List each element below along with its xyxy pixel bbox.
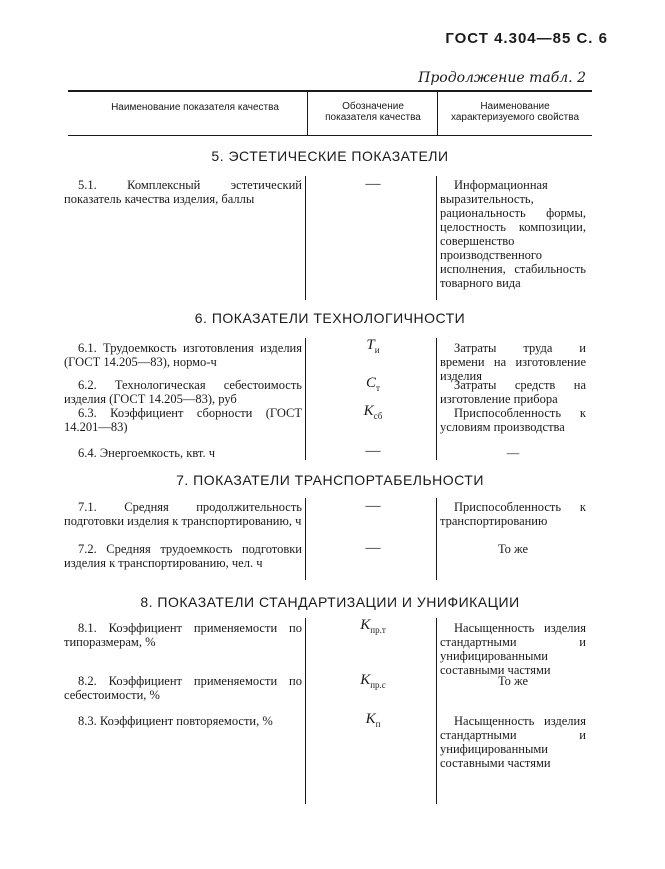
indicator-symbol: $T_и$	[366, 337, 380, 355]
indicator-property: То же	[497, 674, 529, 688]
indicator-name: 5.1. Комплексный эстетический показатель качества изделия, баллы	[64, 178, 302, 206]
header-col-symbol: Обозначение показателя качества	[325, 101, 421, 123]
header-bottom-rule	[68, 135, 592, 136]
indicator-symbol: $C_т$	[366, 375, 380, 393]
indicator-property: Приспособленность к условиям производства	[440, 406, 586, 434]
column-divider	[436, 338, 437, 460]
indicator-property: То же	[497, 542, 529, 556]
header-divider-right	[437, 92, 438, 135]
indicator-symbol: $K_п$	[365, 711, 381, 729]
indicator-property: Насыщенность изделия стандартными и унифицированными составными частями	[440, 714, 586, 770]
indicator-property: Насыщенность изделия стандартными и унифицированными составными частями	[440, 621, 586, 677]
indicator-property: —	[506, 446, 520, 460]
column-divider	[305, 618, 306, 804]
header-col-name: Наименование показателя качества	[111, 102, 279, 113]
indicator-symbol: —	[365, 443, 381, 459]
indicator-property: Затраты средств на изготовление прибора	[440, 378, 586, 406]
indicator-property: Информационная выразительность, рациональность формы, целостность композиции, совершенство производственного исполнения, стабильность товарного вида	[440, 178, 586, 290]
indicator-symbol: $K_{пр.с}$	[360, 672, 386, 690]
indicator-name: 8.1. Коэффициент применяемости по типоразмерам, %	[64, 621, 302, 649]
indicator-name: 6.4. Энергоемкость, квт. ч	[78, 446, 215, 460]
column-divider	[305, 176, 306, 300]
indicator-symbol: —	[365, 176, 381, 192]
table-continuation-label: Продолжение табл. 2	[418, 70, 586, 86]
indicator-name: 8.3. Коэффициент повторяемости, %	[78, 714, 273, 728]
indicator-symbol: —	[365, 540, 381, 556]
column-divider	[436, 618, 437, 804]
table-top-rule	[68, 90, 592, 92]
section-title: 7. ПОКАЗАТЕЛИ ТРАНСПОРТАБЕЛЬНОСТИ	[176, 472, 484, 488]
page-reference: ГОСТ 4.304—85 С. 6	[445, 30, 608, 47]
indicator-symbol: $K_{пр.т}$	[360, 617, 386, 635]
indicator-property: Приспособленность к транспортированию	[440, 500, 586, 528]
indicator-name: 7.1. Средняя продолжительность подготовки изделия к транспортированию, ч	[64, 500, 302, 528]
indicator-name: 6.2. Технологическая себестоимость изделия (ГОСТ 14.205—83), руб	[64, 378, 302, 406]
section-title: 6. ПОКАЗАТЕЛИ ТЕХНОЛОГИЧНОСТИ	[194, 310, 466, 326]
header-divider-left	[307, 92, 308, 135]
indicator-symbol: $K_{сб}$	[363, 403, 383, 421]
section-title: 5. ЭСТЕТИЧЕСКИЕ ПОКАЗАТЕЛИ	[211, 148, 449, 164]
column-divider	[305, 498, 306, 580]
section-title: 8. ПОКАЗАТЕЛИ СТАНДАРТИЗАЦИИ И УНИФИКАЦИИ	[140, 594, 520, 610]
column-divider	[436, 498, 437, 580]
indicator-name: 8.2. Коэффициент применяемости по себестоимости, %	[64, 674, 302, 702]
indicator-property: Затраты труда и времени на изготовление изделия	[440, 341, 586, 383]
column-divider	[436, 176, 437, 300]
indicator-name: 6.1. Трудоемкость изготовления изделия (ГОСТ 14.205—83), нормо-ч	[64, 341, 302, 369]
column-divider	[305, 338, 306, 460]
indicator-symbol: —	[365, 498, 381, 514]
indicator-name: 7.2. Средняя трудоемкость подготовки изделия к транспортированию, чел. ч	[64, 542, 302, 570]
header-col-property: Наименование характеризуемого свойства	[450, 101, 580, 123]
indicator-name: 6.3. Коэффициент сборности (ГОСТ 14.201—83)	[64, 406, 302, 434]
